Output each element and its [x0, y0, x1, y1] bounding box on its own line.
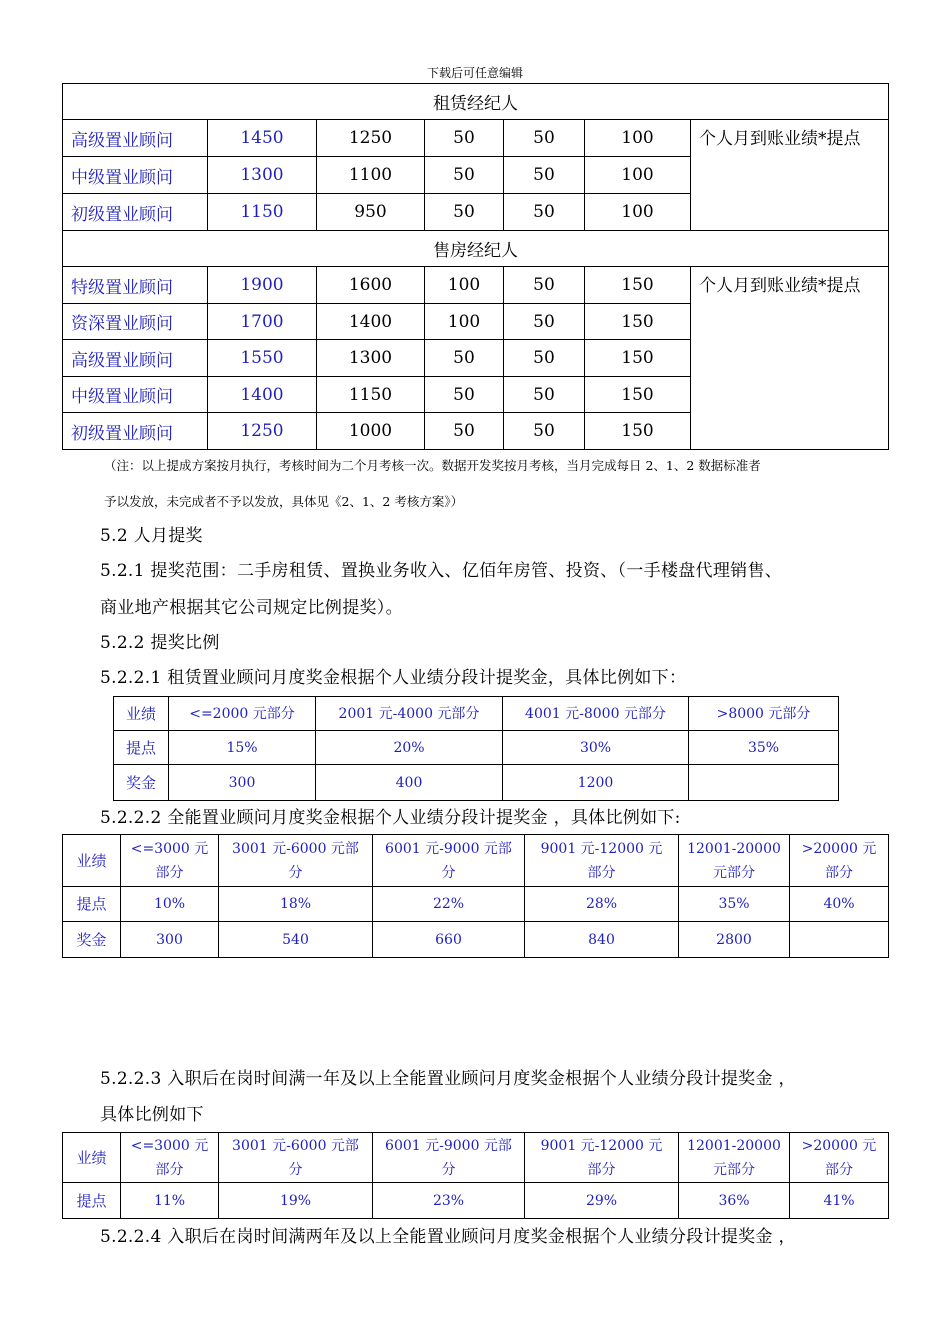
- row-label: 提点: [63, 1183, 121, 1219]
- page-header: 下载后可任意编辑: [426, 66, 523, 80]
- value-cell: 100: [425, 304, 504, 340]
- rate-cell: 40%: [790, 887, 889, 922]
- row-label: 提点: [114, 731, 169, 765]
- value-cell: 50: [504, 120, 585, 157]
- paragraph: 具体比例如下: [100, 1105, 204, 1125]
- value-cell: 150: [585, 340, 691, 377]
- value-cell: 50: [504, 340, 585, 377]
- section-heading: 5.2.2 提奖比例: [100, 633, 220, 653]
- value-cell: 1300: [208, 157, 317, 194]
- note-line-1: （注：以上提成方案按月执行，考核时间为二个月考核一次。数据开发奖按月考核，当月完成每日 2、1、2 数据标准者: [104, 458, 761, 473]
- rate-cell: 29%: [525, 1183, 679, 1219]
- header-cell: 6001 元-9000 元部 分: [373, 1133, 525, 1183]
- rank-cell: 初级置业顾问: [63, 194, 208, 231]
- value-cell: 1100: [317, 157, 425, 194]
- note-line-2: 予以发放，未完成者不予以发放，具体见《2、1、2 考核方案》）: [104, 494, 464, 509]
- value-cell: 1600: [317, 267, 425, 304]
- value-cell: 1000: [317, 413, 425, 450]
- value-cell: 150: [585, 413, 691, 450]
- header-cell: 4001 元-8000 元部分: [503, 697, 689, 731]
- bonus-cell: 300: [121, 922, 219, 958]
- commission-table: [62, 83, 889, 450]
- rate-cell: 30%: [503, 731, 689, 765]
- paragraph: 5.2.2.4 入职后在岗时间满两年及以上全能置业顾问月度奖金根据个人业绩分段计提奖金 ，: [100, 1227, 796, 1247]
- value-cell: 50: [425, 377, 504, 413]
- value-cell: 150: [585, 267, 691, 304]
- value-cell: 1150: [317, 377, 425, 413]
- rank-cell: 初级置业顾问: [63, 413, 208, 450]
- header-cell: 9001 元-12000 元 部分: [525, 835, 679, 887]
- value-cell: 50: [504, 157, 585, 194]
- allround-bonus-table: [62, 834, 889, 958]
- row-label: 业绩: [63, 835, 121, 887]
- paragraph: 5.2.2.2 全能置业顾问月度奖金根据个人业绩分段计提奖金 ，具体比例如下:: [100, 808, 681, 828]
- value-cell: 50: [504, 413, 585, 450]
- rental-bonus-table: [113, 696, 839, 801]
- value-cell: 50: [425, 120, 504, 157]
- value-cell: 150: [585, 304, 691, 340]
- value-cell: 100: [585, 120, 691, 157]
- header-cell: <=3000 元 部分: [121, 1133, 219, 1183]
- value-cell: 100: [585, 157, 691, 194]
- formula-note: 个人月到账业绩*提点: [691, 120, 889, 231]
- value-cell: 1250: [208, 413, 317, 450]
- header-cell: 6001 元-9000 元部 分: [373, 835, 525, 887]
- rate-cell: 36%: [679, 1183, 790, 1219]
- rank-cell: 高级置业顾问: [63, 340, 208, 377]
- rank-cell: 中级置业顾问: [63, 157, 208, 194]
- rate-cell: 19%: [219, 1183, 373, 1219]
- rate-cell: 35%: [679, 887, 790, 922]
- value-cell: 50: [425, 194, 504, 231]
- header-cell: <=2000 元部分: [169, 697, 316, 731]
- header-cell: >8000 元部分: [689, 697, 839, 731]
- value-cell: 1150: [208, 194, 317, 231]
- rate-cell: 18%: [219, 887, 373, 922]
- bonus-cell: 300: [169, 765, 316, 801]
- paragraph: 5.2.2.1 租赁置业顾问月度奖金根据个人业绩分段计提奖金，具体比例如下：: [100, 668, 687, 688]
- value-cell: 50: [425, 157, 504, 194]
- value-cell: 1300: [317, 340, 425, 377]
- bonus-cell: 660: [373, 922, 525, 958]
- value-cell: 1400: [208, 377, 317, 413]
- rank-cell: 中级置业顾问: [63, 377, 208, 413]
- section-heading: 5.2 人月提奖: [100, 526, 203, 546]
- rate-cell: 35%: [689, 731, 839, 765]
- rate-cell: 15%: [169, 731, 316, 765]
- header-cell: >20000 元 部分: [790, 835, 889, 887]
- bonus-cell: 1200: [503, 765, 689, 801]
- paragraph: 5.2.1 提奖范围：二手房租赁、置换业务收入、亿佰年房管、投资、（一手楼盘代理销售、: [100, 561, 783, 581]
- section-title: 租赁经纪人: [63, 84, 889, 120]
- header-cell: <=3000 元 部分: [121, 835, 219, 887]
- table-row: [63, 120, 889, 157]
- one-year-bonus-table: [62, 1132, 889, 1219]
- value-cell: 50: [425, 340, 504, 377]
- paragraph: 5.2.2.3 入职后在岗时间满一年及以上全能置业顾问月度奖金根据个人业绩分段计提奖金 ，: [100, 1069, 796, 1089]
- rank-cell: 高级置业顾问: [63, 120, 208, 157]
- value-cell: 1550: [208, 340, 317, 377]
- value-cell: 1250: [317, 120, 425, 157]
- value-cell: 950: [317, 194, 425, 231]
- header-cell: >20000 元 部分: [790, 1133, 889, 1183]
- row-label: 业绩: [63, 1133, 121, 1183]
- rate-cell: 22%: [373, 887, 525, 922]
- paragraph: 商业地产根据其它公司规定比例提奖）。: [100, 598, 403, 618]
- bonus-cell: 540: [219, 922, 373, 958]
- bonus-cell: [689, 765, 839, 801]
- rate-cell: 11%: [121, 1183, 219, 1219]
- rate-cell: 28%: [525, 887, 679, 922]
- rank-cell: 特级置业顾问: [63, 267, 208, 304]
- value-cell: 1400: [317, 304, 425, 340]
- bonus-cell: [790, 922, 889, 958]
- value-cell: 50: [504, 377, 585, 413]
- value-cell: 50: [425, 413, 504, 450]
- value-cell: 50: [504, 194, 585, 231]
- section-title: 售房经纪人: [63, 231, 889, 267]
- row-label: 提点: [63, 887, 121, 922]
- value-cell: 50: [504, 267, 585, 304]
- row-label: 奖金: [63, 922, 121, 958]
- table-row: [63, 267, 889, 304]
- row-label: 奖金: [114, 765, 169, 801]
- rate-cell: 20%: [316, 731, 503, 765]
- header-cell: 2001 元-4000 元部分: [316, 697, 503, 731]
- header-cell: 3001 元-6000 元部 分: [219, 835, 373, 887]
- value-cell: 1450: [208, 120, 317, 157]
- header-cell: 12001-20000 元部分: [679, 835, 790, 887]
- value-cell: 50: [504, 304, 585, 340]
- formula-note: 个人月到账业绩*提点: [691, 267, 889, 450]
- rank-cell: 资深置业顾问: [63, 304, 208, 340]
- header-cell: 12001-20000 元部分: [679, 1133, 790, 1183]
- value-cell: 100: [425, 267, 504, 304]
- header-cell: 9001 元-12000 元 部分: [525, 1133, 679, 1183]
- header-cell: 3001 元-6000 元部 分: [219, 1133, 373, 1183]
- bonus-cell: 840: [525, 922, 679, 958]
- rate-cell: 41%: [790, 1183, 889, 1219]
- value-cell: 1700: [208, 304, 317, 340]
- row-label: 业绩: [114, 697, 169, 731]
- value-cell: 150: [585, 377, 691, 413]
- bonus-cell: 400: [316, 765, 503, 801]
- rate-cell: 23%: [373, 1183, 525, 1219]
- value-cell: 1900: [208, 267, 317, 304]
- value-cell: 100: [585, 194, 691, 231]
- bonus-cell: 2800: [679, 922, 790, 958]
- rate-cell: 10%: [121, 887, 219, 922]
